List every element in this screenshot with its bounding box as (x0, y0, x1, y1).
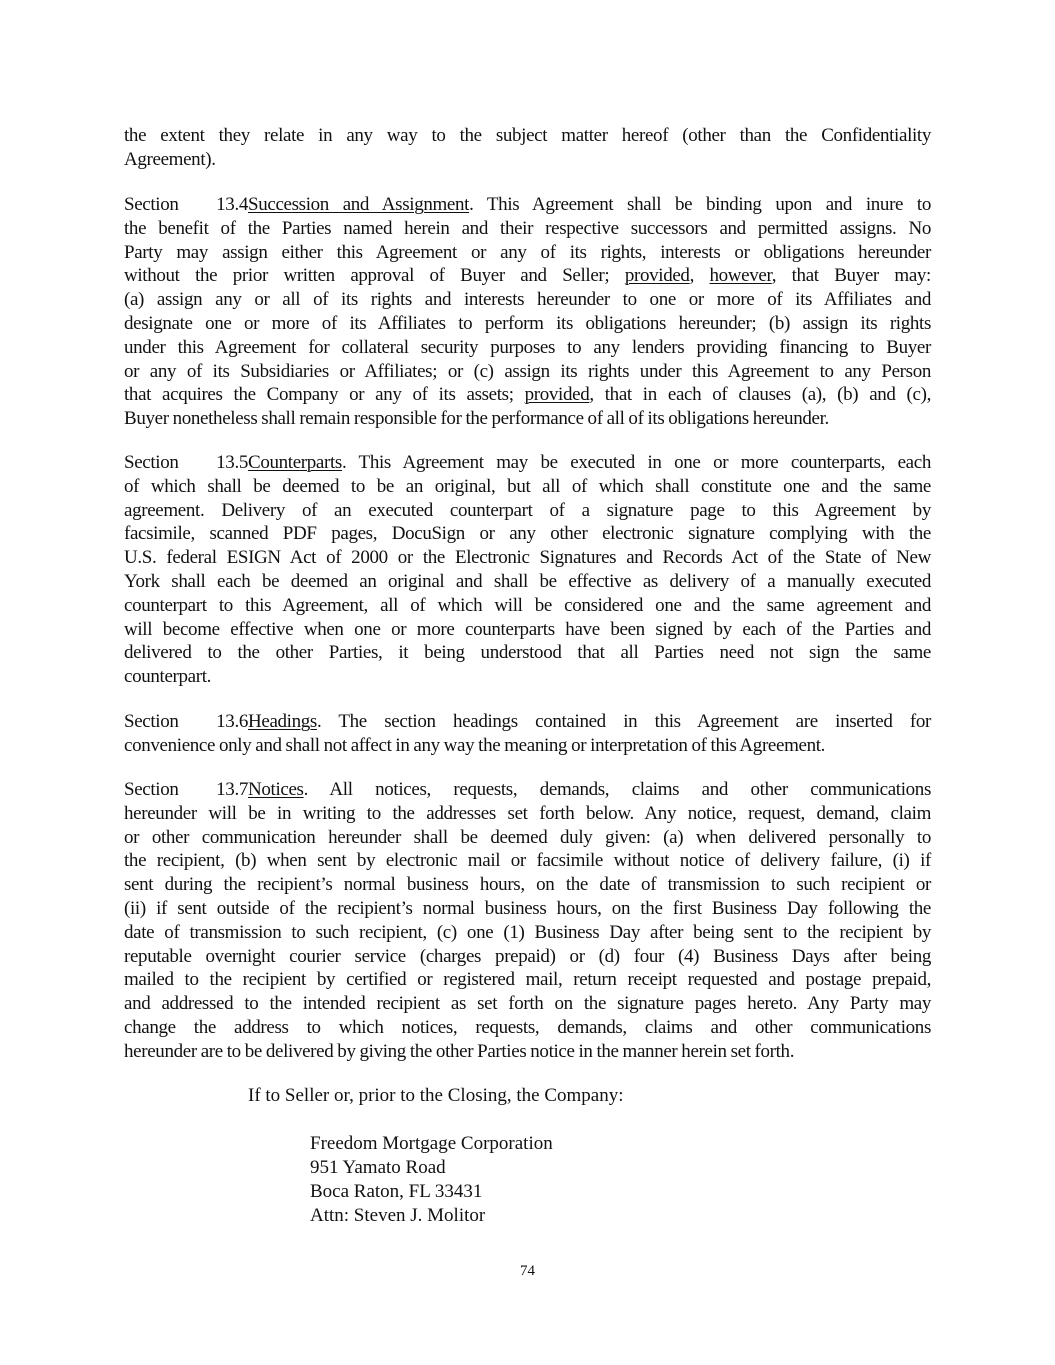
paragraph-continuation (124, 124, 931, 172)
address-street: 951 Yamato Road (310, 1157, 446, 1178)
section-heading-line (124, 451, 931, 475)
text-line: or any of its Subsidiaries or Affiliates; or (c) assign its rights under this Agreement to any Person (124, 360, 931, 382)
text-fragment: without the prior written approval of Buyer and Seller; (124, 265, 625, 287)
text-fragment: that acquires the Company or any of its assets; (124, 384, 525, 406)
notice-recipient-intro (248, 1084, 624, 1108)
text-line: counterpart. (124, 666, 212, 688)
section-number: Section 13.6 (124, 711, 248, 732)
text-line: or other communication hereunder shall be deemed duly given: (a) when delivered personally to (124, 826, 931, 848)
address-city: Boca Raton, FL 33431 (310, 1181, 483, 1202)
text-line: under this Agreement for collateral security purposes to any lenders providing financing to Buyer (124, 336, 931, 358)
text-line: Party may assign either this Agreement or any of its rights, interests or obligations hereunder (124, 241, 931, 263)
page-number: 74 (520, 1263, 535, 1279)
section-title: Headings (248, 711, 317, 732)
address-attention: Attn: Steven J. Molitor (310, 1205, 486, 1226)
text-line: reputable overnight courier service (charges prepaid) or (d) four (4) Business Days after being (124, 945, 931, 967)
section-title: Counterparts (248, 452, 342, 473)
section-number: Section 13.4 (124, 194, 248, 215)
text-line: and addressed to the intended recipient as set forth on the signature pages hereto. Any Party may (124, 993, 931, 1015)
text-fragment: , (689, 265, 710, 287)
section-13-6 (124, 710, 931, 758)
section-number: Section 13.5 (124, 452, 248, 473)
text-line: counterpart to this Agreement, all of which will be considered one and the same agreement and (124, 594, 931, 616)
text-line: York shall each be deemed an original and shall be effective as delivery of a manually executed (124, 570, 931, 592)
defined-term-provided: provided (524, 384, 590, 406)
text-fragment: . This Agreement may be executed in one or more counterparts, each (341, 452, 931, 473)
section-title: Succession and Assignment (248, 194, 470, 215)
text-line: of which shall be deemed to be an original, but all of which shall constitute one and the same (124, 475, 931, 497)
section-13-5 (124, 451, 931, 689)
section-heading-line (124, 193, 931, 217)
text-line (124, 264, 931, 288)
text-fragment: . The section headings contained in this Agreement are inserted for (316, 711, 931, 732)
text-line: date of transmission to such recipient, (c) one (1) Business Day after being sent to the recipient by (124, 921, 931, 943)
section-13-7 (124, 778, 931, 1064)
section-13-4 (124, 193, 931, 431)
text-line: mailed to the recipient by certified or registered mail, return receipt requested and postage prepaid, (124, 969, 931, 991)
text-fragment: , that in each of clauses (a), (b) and (c), (589, 384, 931, 406)
address-company: Freedom Mortgage Corporation (310, 1133, 553, 1154)
section-heading-line (124, 778, 931, 802)
text-fragment: , that Buyer may: (771, 265, 931, 287)
text-line: (a) assign any or all of its rights and interests hereunder to one or more of its Affiliates and (124, 289, 931, 311)
notice-intro-text: If to Seller or, prior to the Closing, the Company: (248, 1085, 624, 1106)
text-line: will become effective when one or more counterparts have been signed by each of the Parties and (124, 618, 931, 640)
defined-term-provided: provided (624, 265, 690, 287)
text-line: change the address to which notices, requests, demands, claims and other communications (124, 1016, 931, 1038)
text-line: hereunder are to be delivered by giving the other Parties notice in the manner herein set forth. (124, 1040, 795, 1062)
text-line: the benefit of the Parties named herein and their respective successors and permitted assigns. No (124, 217, 931, 239)
text-line: (ii) if sent outside of the recipient’s normal business hours, on the first Business Day following the (124, 897, 931, 919)
text-line: designate one or more of its Affiliates to perform its obligations hereunder; (b) assign its rights (124, 312, 931, 334)
text-line: U.S. federal ESIGN Act of 2000 or the Electronic Signatures and Records Act of the State of New (124, 547, 931, 569)
section-title: Notices (248, 779, 304, 800)
text-line: the recipient, (b) when sent by electronic mail or facsimile without notice of delivery failure, (i) if (124, 850, 931, 872)
address-block (310, 1132, 553, 1228)
text-fragment: . All notices, requests, demands, claims and other communications (303, 779, 931, 800)
text-line: hereunder will be in writing to the addresses set forth below. Any notice, request, demand, claim (124, 802, 931, 824)
defined-term-however: however (709, 265, 772, 287)
text-line: convenience only and shall not affect in any way the meaning or interpretation of this Agreement. (124, 734, 826, 756)
text-line: Buyer nonetheless shall remain responsible for the performance of all of its obligations hereunder. (124, 408, 829, 430)
text-line: delivered to the other Parties, it being understood that all Parties need not sign the same (124, 642, 931, 664)
text-line: the extent they relate in any way to the subject matter hereof (other than the Confidentiality (124, 125, 931, 146)
section-heading-line (124, 710, 931, 734)
text-line: Agreement). (124, 148, 216, 170)
text-line (124, 383, 931, 407)
text-line: sent during the recipient’s normal business hours, on the date of transmission to such recipient or (124, 874, 931, 896)
text-line: facsimile, scanned PDF pages, DocuSign or any other electronic signature complying with the (124, 523, 931, 545)
text-fragment: . This Agreement shall be binding upon and inure to (469, 194, 931, 215)
text-line: agreement. Delivery of an executed counterpart of a signature page to this Agreement by (124, 499, 931, 521)
section-number: Section 13.7 (124, 779, 248, 800)
